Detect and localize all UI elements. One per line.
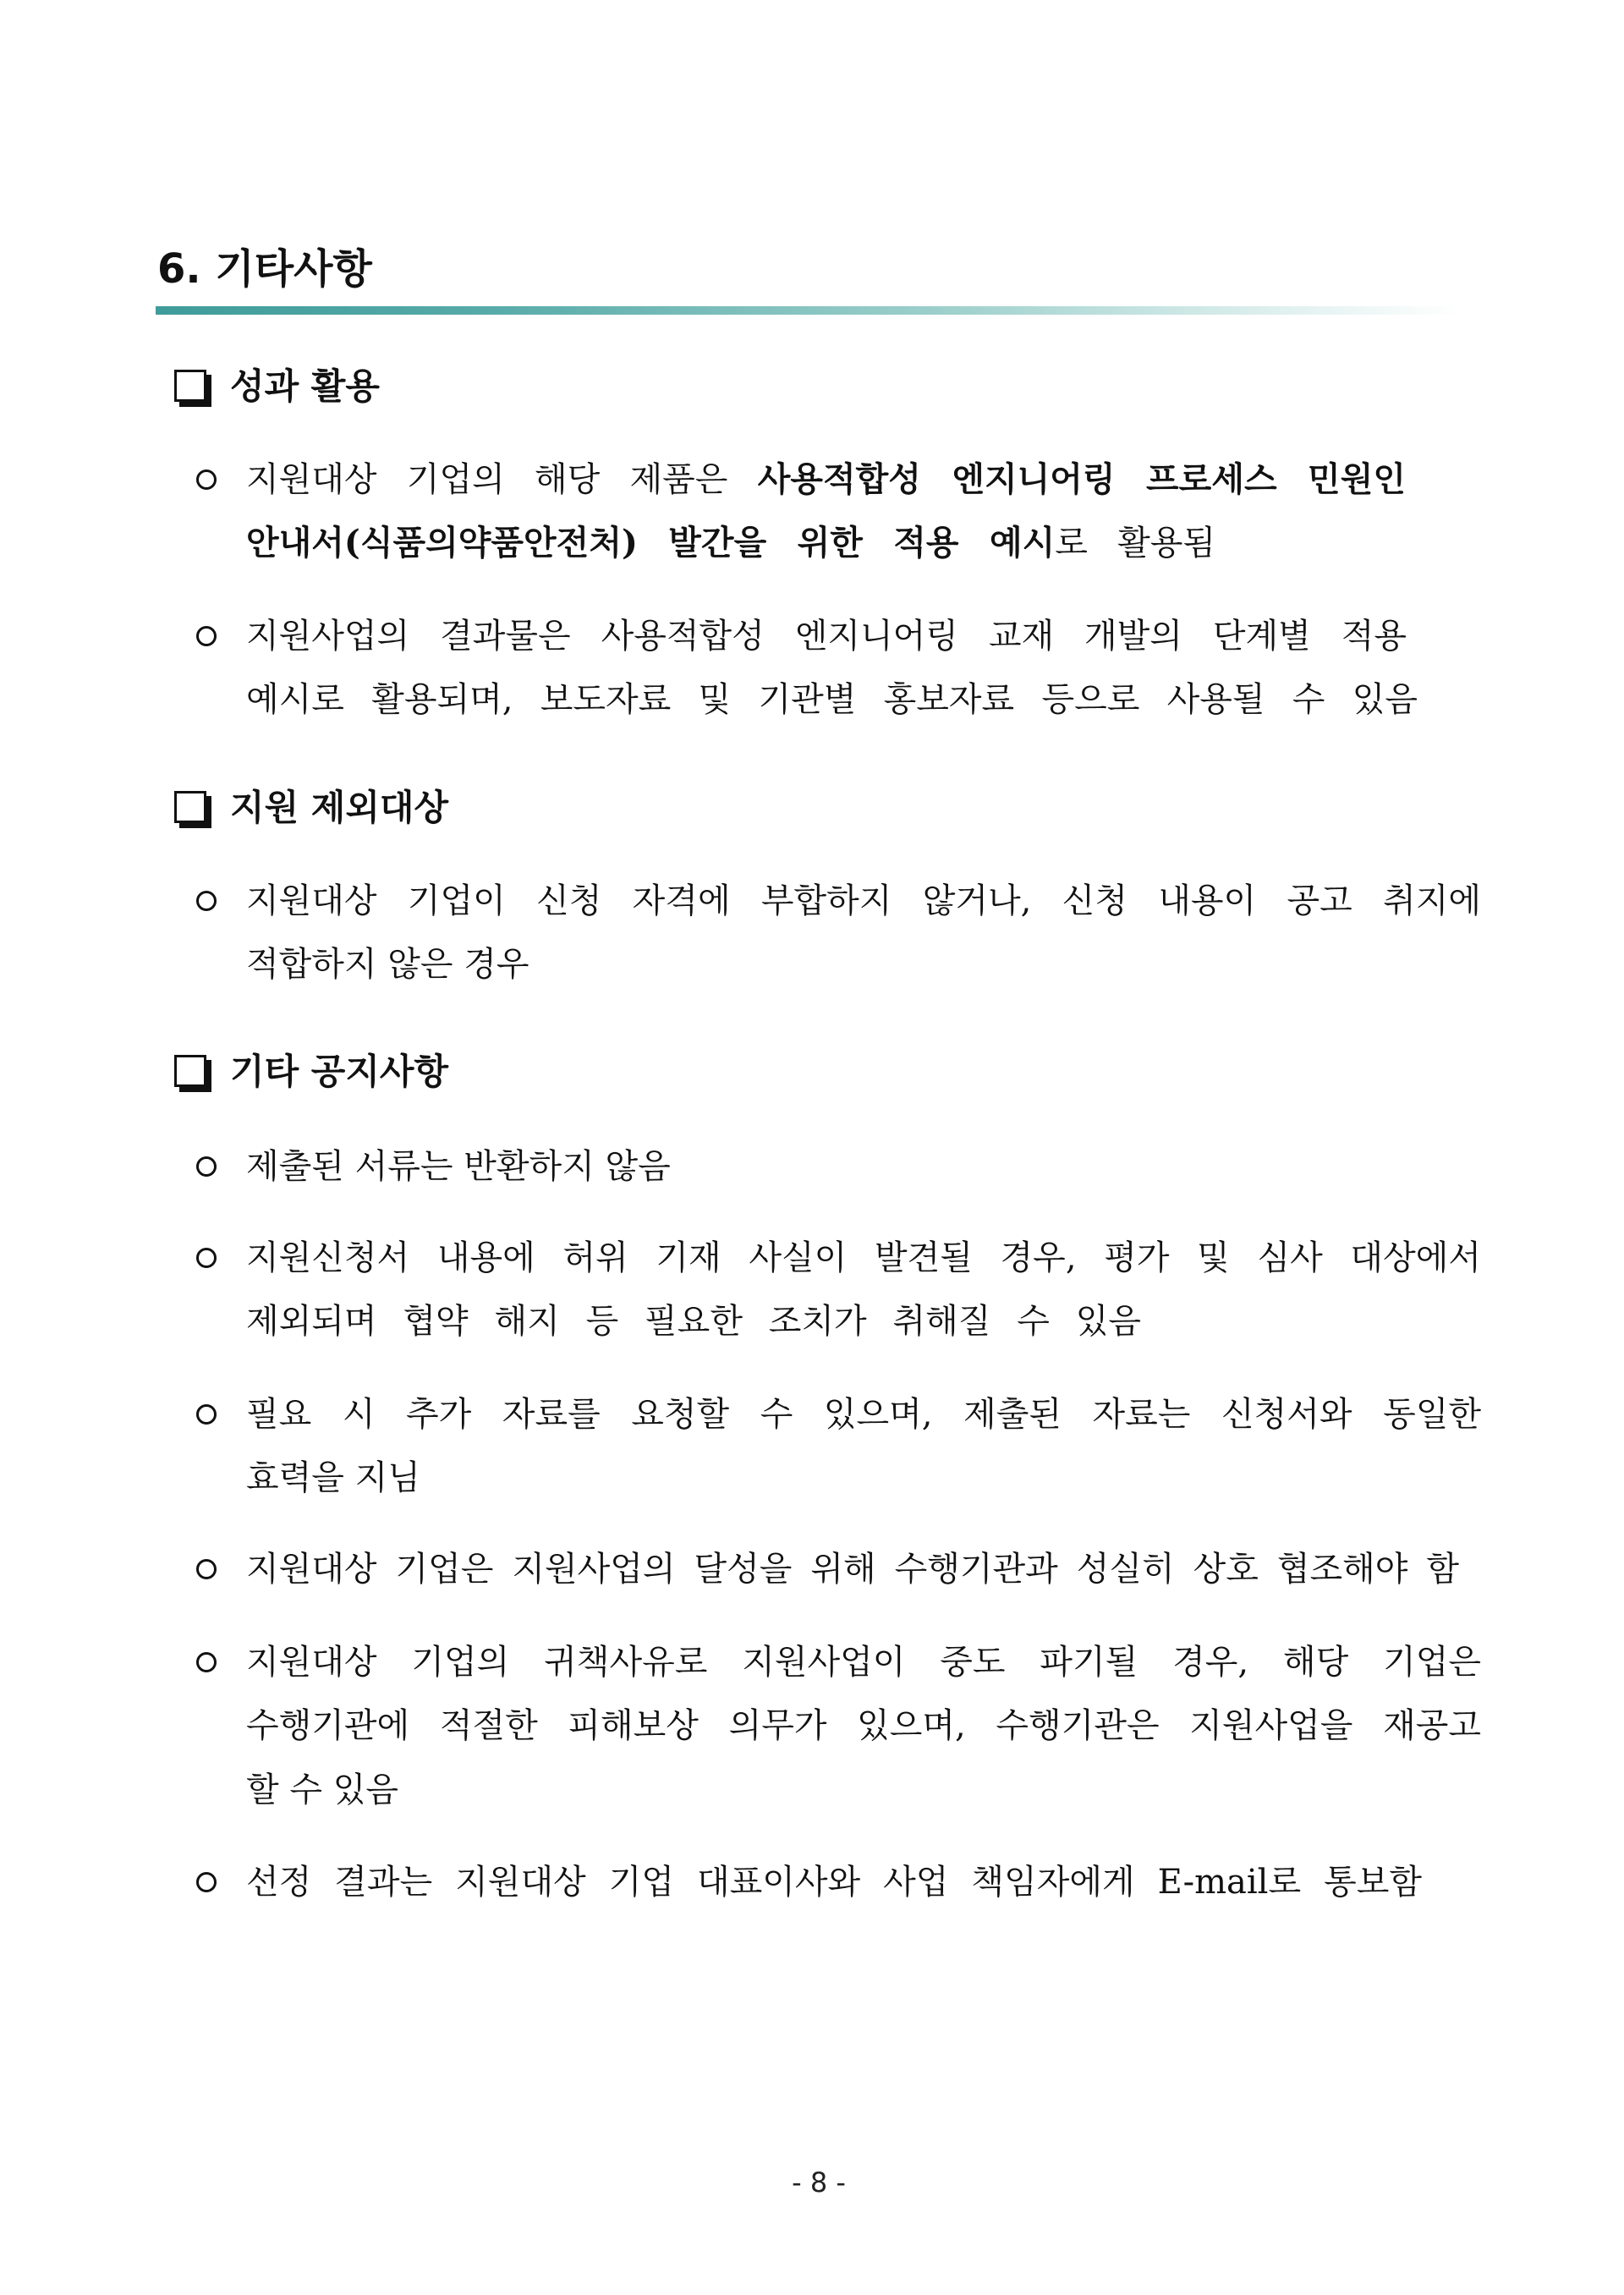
hollow-circle-icon bbox=[196, 1559, 217, 1579]
bullet-text-line: 지원신청서 내용에 허위 기재 사실이 발견될 경우, 평가 및 심사 대상에서 bbox=[246, 1238, 1481, 1277]
bullet-text-line: 지원대상 기업은 지원사업의 달성을 위해 수행기관과 성실히 상호 협조해야 함 bbox=[246, 1550, 1459, 1589]
shadowed-checkbox-icon bbox=[174, 370, 206, 402]
bullet-text-line: 선정 결과는 지원대상 기업 대표이사와 사업 책임자에게 E-mail로 통보함 bbox=[246, 1863, 1422, 1902]
bullet-text-line: 지원대상 기업의 귀책사유로 지원사업이 중도 파기될 경우, 해당 기업은 bbox=[246, 1643, 1481, 1682]
section-heading: 지원 제외대상 bbox=[230, 787, 449, 828]
bullet-text-line: 적합하지 않은 경우 bbox=[246, 945, 529, 984]
bullet-text-line bbox=[246, 519, 1215, 567]
emphasized-text-segment: 안내서(식품의약품안전처) 발간을 위한 적용 예시 bbox=[246, 523, 1056, 563]
hollow-circle-icon bbox=[196, 1156, 217, 1177]
bullet-text-line: 필요 시 추가 자료를 요청할 수 있으며, 제출된 자료는 신청서와 동일한 bbox=[246, 1395, 1481, 1434]
hollow-circle-icon bbox=[196, 469, 217, 490]
shadowed-checkbox-icon bbox=[174, 1055, 206, 1087]
page-title: 6. 기타사항 bbox=[157, 245, 372, 293]
page-number: - 8 - bbox=[792, 2166, 846, 2199]
bullet-text-line: 지원사업의 결과물은 사용적합성 엔지니어링 교재 개발의 단계별 적용 bbox=[246, 617, 1407, 656]
bullet-text-line: 효력을 지님 bbox=[246, 1458, 420, 1497]
bullet-text-line bbox=[246, 456, 1406, 503]
text-segment: 지원대상 기업의 해당 제품은 bbox=[246, 460, 758, 499]
hollow-circle-icon bbox=[196, 1652, 217, 1672]
hollow-circle-icon bbox=[196, 1872, 217, 1892]
title-underline bbox=[156, 306, 1458, 315]
section-heading: 기타 공지사항 bbox=[230, 1051, 449, 1092]
bullet-text-line: 수행기관에 적절한 피해보상 의무가 있으며, 수행기관은 지원사업을 재공고 bbox=[246, 1706, 1481, 1745]
hollow-circle-icon bbox=[196, 1404, 217, 1425]
hollow-circle-icon bbox=[196, 891, 217, 911]
bullet-text-line: 제출된 서류는 반환하지 않음 bbox=[246, 1147, 671, 1186]
bullet-text-line: 예시로 활용되며, 보도자료 및 기관별 홍보자료 등으로 사용될 수 있음 bbox=[246, 680, 1418, 719]
bullet-text-line: 할 수 있음 bbox=[246, 1771, 398, 1809]
bullet-text-line: 제외되며 협약 해지 등 필요한 조치가 취해질 수 있음 bbox=[246, 1302, 1141, 1341]
section-heading: 성과 활용 bbox=[230, 365, 380, 407]
shadowed-checkbox-icon bbox=[174, 791, 206, 823]
emphasized-text-segment: 사용적합성 엔지니어링 프로세스 민원인 bbox=[757, 459, 1406, 499]
hollow-circle-icon bbox=[196, 626, 217, 646]
bullet-text-line: 지원대상 기업이 신청 자격에 부합하지 않거나, 신청 내용이 공고 취지에 bbox=[246, 881, 1481, 920]
text-segment: 로 활용됨 bbox=[1055, 524, 1215, 563]
hollow-circle-icon bbox=[196, 1248, 217, 1268]
